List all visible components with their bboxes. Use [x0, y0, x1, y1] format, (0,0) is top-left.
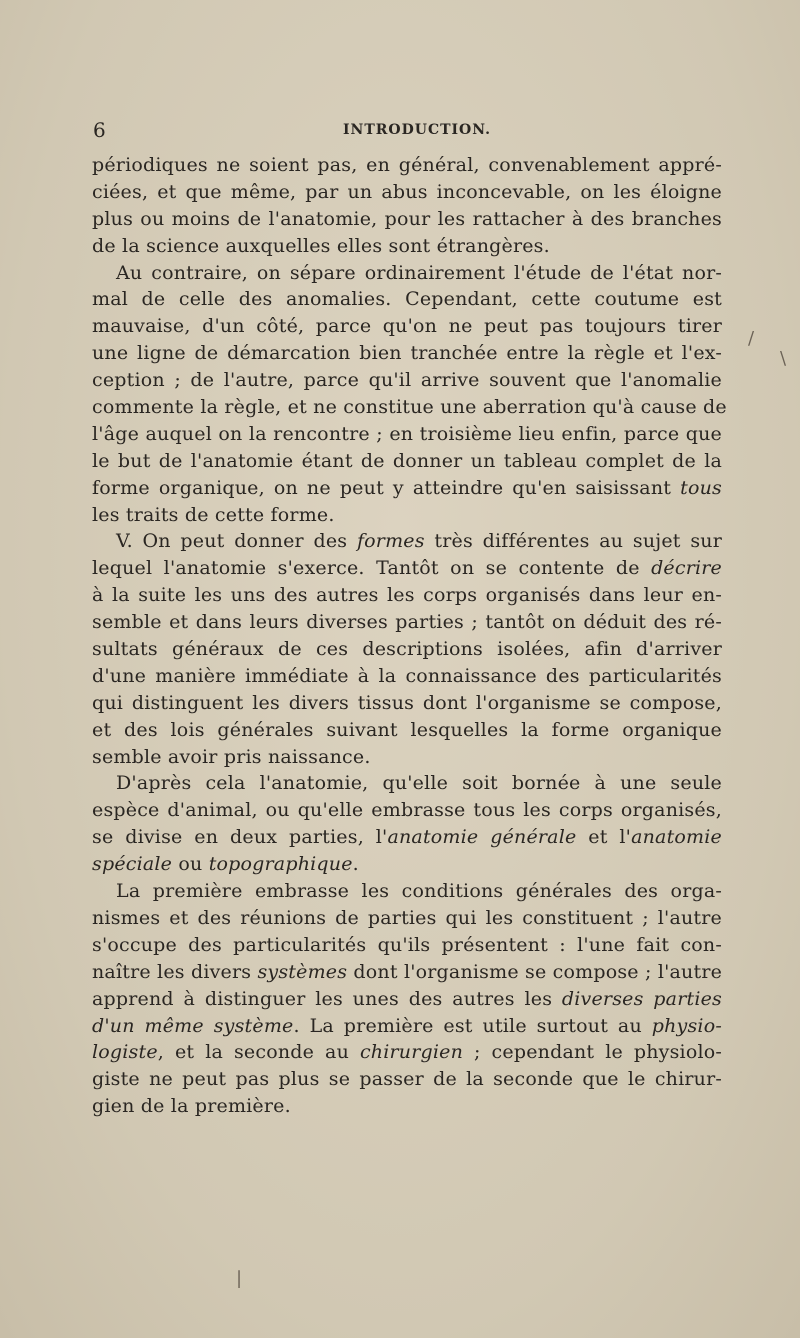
- italic-text: tous: [680, 476, 722, 499]
- text-line: [92, 421, 722, 448]
- running-title: INTRODUCTION.: [343, 122, 492, 138]
- text-segment: plus ou moins de l'anatomie, pour les rattacher à des branches: [92, 207, 722, 230]
- italic-text: d'un même système: [92, 1014, 294, 1037]
- text-line: [92, 1039, 722, 1066]
- text-line: [92, 206, 722, 233]
- text-segment: . La première est utile surtout au: [293, 1014, 652, 1037]
- text-segment: La première embrasse les conditions générales des orga-: [116, 880, 722, 903]
- text-line: [92, 1013, 722, 1040]
- text-segment: D'après cela l'anatomie, qu'elle soit bornée à une seule: [116, 772, 722, 795]
- italic-text: chirurgien: [359, 1041, 464, 1064]
- text-segment: ; cependant le physiolo-: [463, 1041, 723, 1064]
- italic-text: spéciale: [92, 853, 173, 876]
- text-segment: .: [352, 853, 359, 876]
- text-segment: semble et dans leurs diverses parties ; tantôt on déduit des ré-: [92, 611, 722, 634]
- text-line: [92, 286, 722, 313]
- text-line: [92, 394, 727, 421]
- italic-text: diverses parties: [561, 987, 722, 1010]
- text-segment: et l': [576, 826, 632, 849]
- text-line: [92, 744, 722, 771]
- text-line: [92, 313, 722, 340]
- italic-text: systèmes: [257, 960, 348, 983]
- text-line: [92, 770, 722, 797]
- text-line: [92, 690, 722, 717]
- italic-text: topographique: [208, 853, 353, 876]
- text-line: [92, 824, 722, 851]
- text-segment: semble avoir pris naissance.: [92, 745, 371, 768]
- text-line: [92, 502, 722, 529]
- text-segment: sultats généraux de ces descriptions isolées, afin d'arriver: [92, 638, 722, 661]
- text-segment: d'une manière immédiate à la connaissance des particularités: [92, 664, 722, 687]
- text-segment: se divise en deux parties, l': [92, 826, 388, 849]
- text-segment: ception ; de l'autre, parce qu'il arrive souvent que l'anomalie: [92, 369, 722, 392]
- text-segment: Au contraire, on sépare ordinairement l'étude de l'état nor-: [116, 261, 722, 284]
- text-line: [92, 582, 722, 609]
- text-segment: ou: [172, 853, 209, 876]
- text-segment: nismes et des réunions de parties qui les constituent ; l'autre: [92, 906, 722, 929]
- text-line: [92, 636, 722, 663]
- text-line: [92, 340, 722, 367]
- text-line: [92, 851, 722, 878]
- text-segment: commente la règle, et ne constitue une aberration qu'à cause de: [92, 396, 727, 419]
- text-segment: qui distinguent les divers tissus dont l'organisme se compose,: [92, 691, 722, 714]
- text-line: [92, 260, 722, 287]
- text-segment: dont l'organisme se compose ; l'autre: [347, 960, 723, 983]
- text-segment: forme organique, on ne peut y atteindre qu'en saisissant: [92, 476, 681, 499]
- text-line: [92, 1093, 722, 1120]
- italic-text: formes: [356, 530, 425, 553]
- text-line: [92, 528, 722, 555]
- text-segment: giste ne peut pas plus se passer de la seconde que le chirur-: [92, 1068, 722, 1091]
- text-segment: , et la seconde au: [157, 1041, 360, 1064]
- text-segment: de la science auxquelles elles sont étrangères.: [92, 234, 550, 257]
- margin-mark: \: [780, 348, 787, 369]
- text-line: [92, 367, 722, 394]
- italic-text: logiste: [92, 1041, 158, 1064]
- text-line: [92, 663, 722, 690]
- text-line: [92, 475, 722, 502]
- margin-mark: /: [748, 328, 755, 349]
- page-number: 6: [93, 118, 106, 142]
- text-segment: et des lois générales suivant lesquelles la forme organique: [92, 718, 722, 741]
- text-segment: apprend à distinguer les unes des autres les: [92, 987, 562, 1010]
- text-segment: espèce d'animal, ou qu'elle embrasse tous les corps organisés,: [92, 799, 722, 822]
- text-line: [92, 797, 722, 824]
- text-segment: mauvaise, d'un côté, parce qu'on ne peut pas toujours tirer: [92, 315, 722, 338]
- italic-text: décrire: [651, 557, 722, 580]
- text-line: [92, 959, 722, 986]
- text-segment: lequel l'anatomie s'exerce. Tantôt on se contente de: [92, 557, 652, 580]
- text-line: [92, 448, 722, 475]
- body-text: [92, 152, 727, 1120]
- running-head: [93, 118, 733, 142]
- text-line: [92, 905, 722, 932]
- text-line: [92, 555, 722, 582]
- italic-text: anatomie: [631, 826, 722, 849]
- text-segment: s'occupe des particularités qu'ils présentent : l'une fait con-: [92, 933, 722, 956]
- text-line: [92, 233, 722, 260]
- text-segment: les traits de cette forme.: [92, 503, 335, 526]
- text-line: [92, 179, 722, 206]
- text-line: [92, 717, 722, 744]
- text-segment: le but de l'anatomie étant de donner un tableau complet de la: [92, 449, 722, 472]
- text-segment: gien de la première.: [92, 1095, 291, 1118]
- italic-text: anatomie générale: [387, 826, 577, 849]
- text-line: [92, 878, 722, 905]
- text-segment: ciées, et que même, par un abus inconcevable, on les éloigne: [92, 180, 722, 203]
- text-segment: très différentes au sujet sur: [424, 530, 722, 553]
- text-segment: naître les divers: [92, 960, 258, 983]
- text-segment: périodiques ne soient pas, en général, convenablement appré-: [92, 154, 722, 176]
- margin-mark: |: [236, 1268, 243, 1289]
- text-segment: une ligne de démarcation bien tranchée entre la règle et l'ex-: [92, 342, 722, 365]
- text-line: [92, 932, 722, 959]
- text-segment: V. On peut donner des: [116, 530, 357, 553]
- text-segment: l'âge auquel on la rencontre ; en troisième lieu enfin, parce que: [92, 422, 722, 445]
- text-line: [92, 986, 722, 1013]
- text-segment: à la suite les uns des autres les corps organisés dans leur en-: [92, 584, 722, 607]
- text-line: [92, 609, 722, 636]
- text-line: [92, 152, 722, 179]
- text-segment: mal de celle des anomalies. Cependant, cette coutume est: [92, 288, 722, 311]
- text-line: [92, 1066, 722, 1093]
- italic-text: physio-: [651, 1014, 722, 1037]
